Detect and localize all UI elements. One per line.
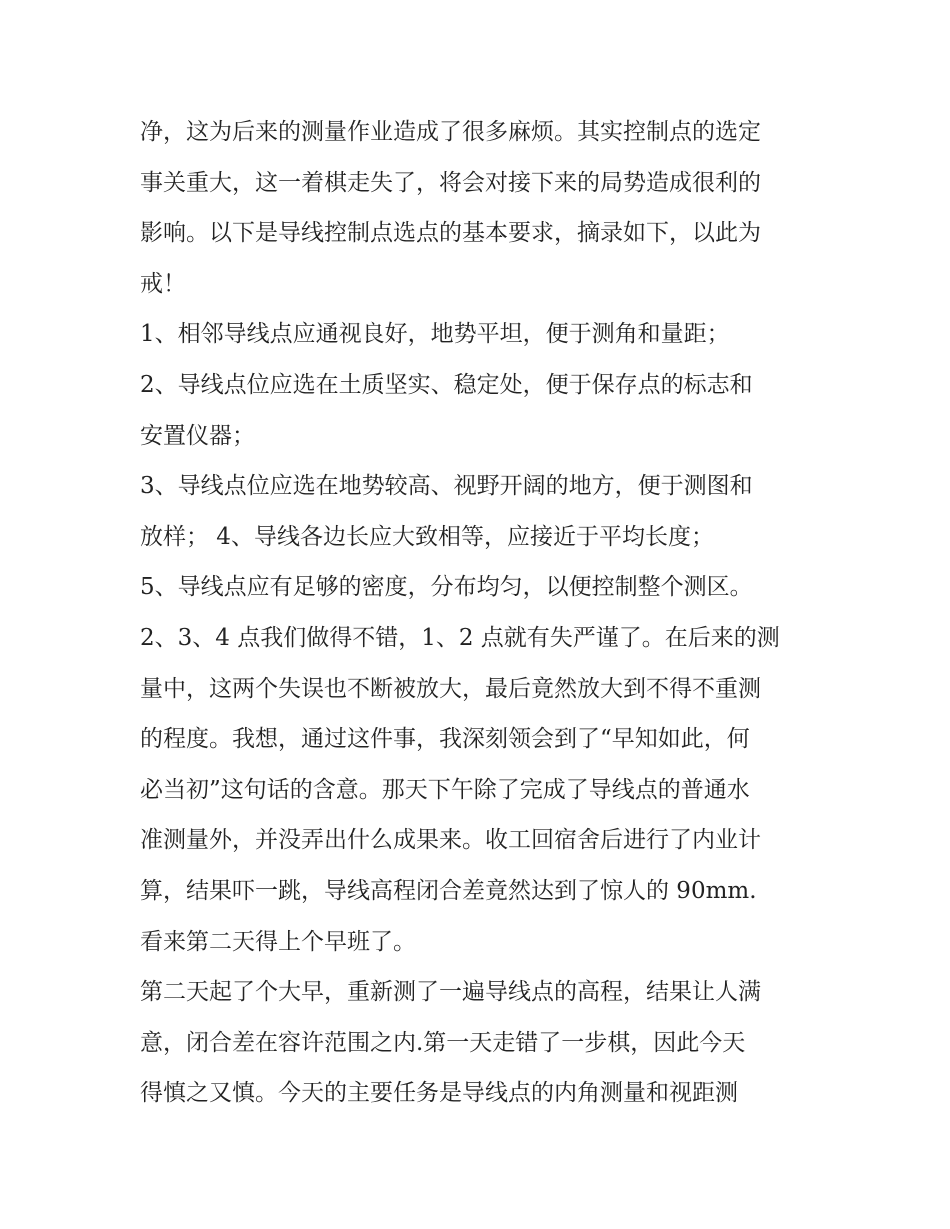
text-line: 算，结果吓一跳，导线高程闭合差竟然达到了惊人的 90mm. [140, 877, 757, 904]
text-line: 影响。以下是导线控制点选点的基本要求，摘录如下，以此为 [140, 220, 761, 247]
text-line: 必当初”这句话的含意。那天下午除了完成了导线点的普通水 [140, 776, 750, 803]
text-line: 2、3、4 点我们做得不错，1、2 点就有失严谨了。在后来的测 [140, 624, 780, 651]
text-line: 看来第二天得上个早班了。 [140, 928, 416, 955]
list-item-5: 5、导线点应有足够的密度，分布均匀，以便控制整个测区。 [140, 574, 753, 601]
text-line: 意，闭合差在容许范围之内.第一天走错了一步棋，因此今天 [140, 1029, 746, 1056]
text-line: 准测量外，并没弄出什么成果来。收工回宿舍后进行了内业计 [140, 827, 761, 854]
list-item-3: 3、导线点位应选在地势较高、视野开阔的地方，便于测图和 [140, 473, 753, 500]
body-text [140, 107, 820, 1119]
text-line: 事关重大，这一着棋走失了，将会对接下来的局势造成很利的 [140, 169, 761, 196]
text-line: 戒！ [140, 270, 186, 297]
text-line: 得慎之又慎。今天的主要任务是导线点的内角测量和视距测 [140, 1080, 738, 1107]
list-item-2-continued: 安置仪器； [140, 422, 255, 449]
list-item-1: 1、相邻导线点应通视良好，地势平坦，便于测角和量距； [140, 321, 730, 348]
text-line: 第二天起了个大早，重新测了一遍导线点的高程，结果让人满 [140, 979, 761, 1006]
text-line: 的程度。我想，通过这件事，我深刻领会到了“早知如此，何 [140, 726, 750, 753]
list-item-2: 2、导线点位应选在土质坚实、稳定处，便于保存点的标志和 [140, 371, 753, 398]
list-item-3-4: 放样； 4、导线各边长应大致相等，应接近于平均长度； [140, 523, 714, 550]
text-line: 量中，这两个失误也不断被放大，最后竟然放大到不得不重测 [140, 675, 761, 702]
text-line: 净，这为后来的测量作业造成了很多麻烦。其实控制点的选定 [140, 119, 761, 145]
